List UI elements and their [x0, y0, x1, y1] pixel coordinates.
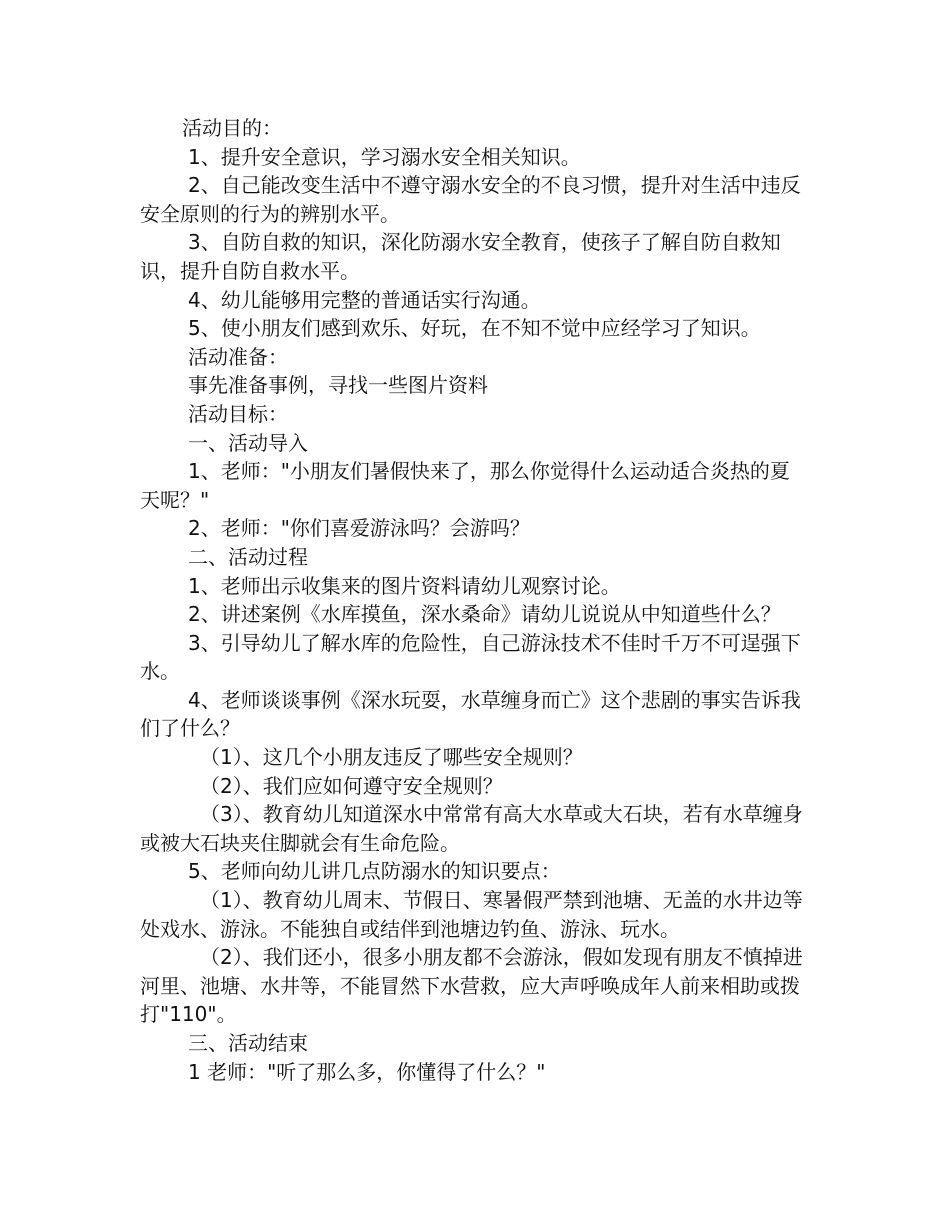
safety-point-2: （2）、我们还小，很多小朋友都不会游泳，假如发现有朋友不慎掉进河里、池塘、水井等，不能冒然下水营救，应大声呼唤成年人前来相助或拨打"110"。	[140, 945, 803, 1027]
section-heading-process: 二、活动过程	[188, 544, 308, 569]
document-body	[140, 114, 805, 1086]
process-item-3: 3、引导幼儿了解水库的危险性，自己游泳技术不佳时千万不可逞强下水。	[140, 630, 801, 684]
process-item-2: 2、讲述案例《水库摸鱼，深水桑命》请幼儿说说从中知道些什么？	[188, 602, 781, 627]
intro-item-1: 1、老师："小朋友们暑假快来了，那么你觉得什么运动适合炎热的夏天呢？"	[140, 459, 790, 512]
heading-activity-purpose: 活动目的：	[182, 116, 282, 140]
safety-point-1: （1）、教育幼儿周末、节假日、寒暑假严禁到池塘、无盖的水井边等处戏水、游泳。不能独自或结伴到池塘边钓鱼、游泳、玩水。	[140, 888, 803, 941]
heading-activity-preparation: 活动准备：	[188, 344, 288, 369]
process-item-5: 5、老师向幼儿讲几点防溺水的知识要点：	[188, 859, 561, 884]
purpose-item-4: 4、幼儿能够用完整的普通话实行沟通。	[188, 287, 541, 312]
preparation-text: 事先准备事例，寻找一些图片资料	[188, 373, 488, 398]
process-subitem-2: （2）、我们应如何遵守安全规则？	[200, 773, 503, 798]
purpose-item-3: 3、自防自救的知识，深化防溺水安全教育，使孩子了解自防自救知识，提升自防自救水平。	[140, 230, 781, 283]
section-heading-intro: 一、活动导入	[188, 430, 308, 455]
process-subitem-3: （3）、教育幼儿知道深水中常常有高大水草或大石块，若有水草缠身或被大石块夹住脚就会有生命危险。	[140, 802, 803, 855]
end-item-1: 1 老师："听了那么多，你懂得了什么？"	[188, 1059, 546, 1084]
purpose-item-5: 5、使小朋友们感到欢乐、好玩，在不知不觉中应经学习了知识。	[188, 316, 761, 341]
process-item-1: 1、老师出示收集来的图片资料请幼儿观察讨论。	[188, 573, 621, 598]
heading-activity-goals: 活动目标：	[188, 401, 288, 426]
section-heading-end: 三、活动结束	[188, 1031, 308, 1055]
purpose-item-2: 2、自己能改变生活中不遵守溺水安全的不良习惯，提升对生活中违反安全原则的行为的辨别水平。	[140, 173, 801, 226]
intro-item-2: 2、老师："你们喜爱游泳吗？会游吗？	[188, 516, 530, 541]
process-item-4: 4、老师谈谈事例《深水玩耍，水草缠身而亡》这个悲剧的事实告诉我们了什么？	[140, 687, 801, 741]
process-subitem-1: （1）、这几个小朋友违反了哪些安全规则？	[200, 745, 583, 770]
purpose-item-1: 1、提升安全意识，学习溺水安全相关知识。	[188, 144, 581, 169]
